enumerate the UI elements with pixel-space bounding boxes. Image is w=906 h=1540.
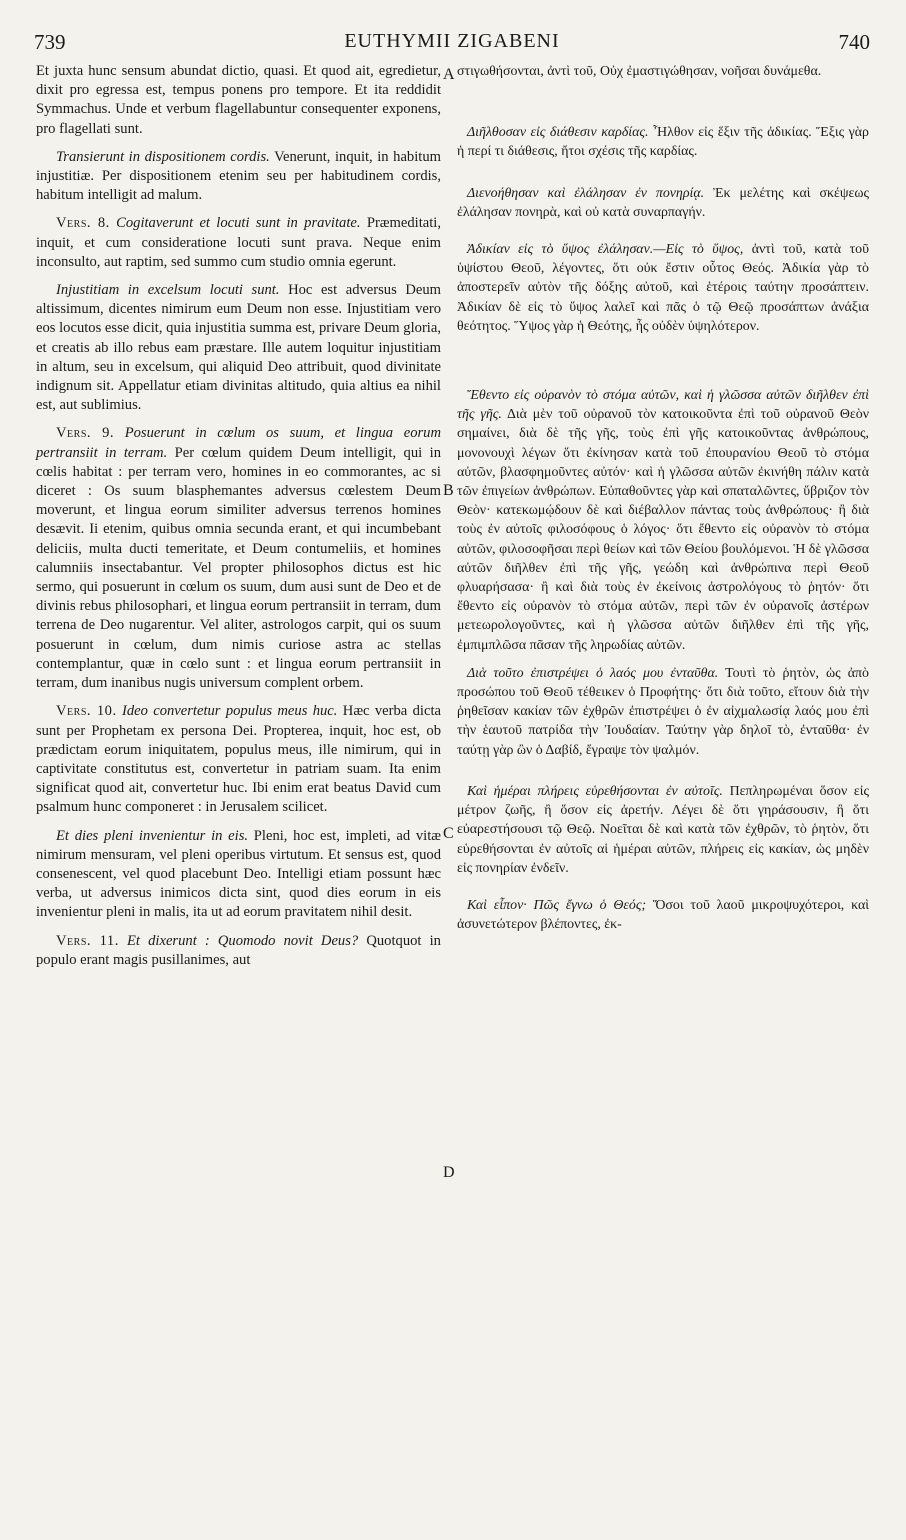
latin-paragraph: Vers. 8. Cogitaverunt et locuti sunt in pravitate. Præmeditati, inquit, et cum consideratione locuti sunt prava. Neque enim inconsulto, aut raptim, sed summo cum studio omnia egerunt. — [36, 215, 442, 270]
greek-paragraph: Διενοήθησαν καὶ ἐλάλησαν ἐν πονηρίᾳ. Ἐκ μελέτης καὶ σκέψεως ἐλάλησαν πονηρὰ, καὶ οὐ κατὰ συναρπαγήν. — [457, 185, 869, 220]
latin-paragraph: Vers. 10. Ideo convertetur populus meus huc. Hæc verba dicta sunt per Prophetam ex persona Dei. Propterea, inquit, hoc est, ob prædictam eorum iniquitatem, populus meus, ille nimirum, qui in captivitate constitutus est, convertetur in patriam suam. Ita enim significat quod ait, convertetur huc. Ibi enim erat beatus David cum psalmum hunc componeret : in Jerusalem scilicet. — [36, 703, 441, 816]
page-number-right: 740 — [838, 30, 870, 54]
greek-column — [457, 62, 869, 943]
greek-paragraph: Διὰ τοῦτο ἐπιστρέψει ὁ λαός μου ἐνταῦθα. Τουτὶ τὸ ῥητὸν, ὡς ἀπὸ προσώπου τοῦ Θεοῦ τέθεικεν ὁ Προφήτης· ὅτι διὰ τοῦτο, εἴτουν διὰ τὴν ῥηθεῖσαν κακίαν τῶν ἐχθρῶν ἐπιστρέψει ὁ ἐν αἰχμαλωσίᾳ λαός μου ἐπὶ τὴν ἑαυτοῦ πατρίδα τὴν Ἰουδαίαν. Ταύτην γὰρ δηλοῖ τὸ, ἐνταῦθα· ἐν ταύτῃ γὰρ ὢν ὁ Δαβίδ, ἔγραψε τὸν ψαλμόν. — [457, 665, 869, 758]
greek-paragraph: Καὶ ἡμέραι πλήρεις εὑρεθήσονται ἐν αὐτοῖς. Πεπληρωμέναι ὅσον εἰς μέτρον ζωῆς, ἢ ὅσον εἰς ἀρετήν. Λέγει δὲ ὅτι γηράσουσιν, ἢ ὅτι εὐαρεστήσουσι τῷ Θεῷ. Νοεῖται δὲ καὶ κατὰ τῶν ἐχθρῶν, τὸ ῥητὸν, ὅτι εὑρεθήσονται ἐν αὐτοῖς αἱ ἡμέραι αὐτῶν, πλήρεις εἰς κακίαν, ὡς μηδὲν εἰς πονηρίαν ἐνδεῖν. — [457, 783, 869, 876]
margin-marker-d: D — [443, 1164, 455, 1181]
margin-marker-b: B — [443, 482, 454, 499]
margin-marker-a: A — [443, 66, 455, 83]
latin-paragraph: Et dies pleni invenientur in eis. Pleni, hoc est, impleti, ad vitæ nimirum mensuram, vel pleni operibus virtutum. Et sensus est, quod consenescent, vel quod placebunt Deo. Intelligi etiam possunt hæc verba, ut adversus inimicos dicta sint, quod dies eorum in eis invenientur pleni in malis, ita ut ad eorum pravitatem nihil desit. — [36, 827, 441, 921]
greek-paragraph: Διῆλθοσαν εἰς διάθεσιν καρδίας. Ἦλθον εἰς ἕξιν τῆς ἀδικίας. Ἕξις γὰρ ἡ περί τι διάθεσις, ἤτοι σχέσις τῆς καρδίας. — [457, 125, 869, 160]
latin-paragraph: Transierunt in dispositionem cordis. Venerunt, inquit, in habitum injustitiæ. Per dispositionem etenim seu per habitudinem cordis, habitum intelligit ad malum. — [36, 148, 441, 204]
latin-paragraph: Et juxta hunc sensum abundat dictio, quasi. Et quod ait, egredietur, dixit pro egressa est, tempus ponens pro tempore. Et ita reddidit Symmachus. Unde et verbum flagellabuntur consequenter exponens, pro flagellati sunt. — [36, 63, 441, 137]
latin-column — [36, 62, 441, 979]
latin-paragraph: Injustitiam in excelsum locuti sunt. Hoc est adversus Deum altissimum, dicentes nimirum eum Deum non esse. Injustitiam vero eos locutos esse dicit, quia injustitia summa est, privare Deum gloria, et creatis ab illo rebus eam præstare. Ille autem loquitur injustitiam in altum, seu in excelsum, qui aliquid Deo attribuit, quod divinitate indignum sit. Appellatur etiam divinitas altitudo, quia altius ea nihil est, aut sublimius. — [36, 282, 441, 414]
latin-paragraph: Vers. 11. Et dixerunt : Quomodo novit Deus? Quotquot in populo erant magis pusillanimes, aut — [36, 932, 441, 968]
latin-paragraph: Vers. 9. Posuerunt in cœlum os suum, et lingua eorum pertransiit in terram. Per cœlum quidem Deum intelligit, qui in cœlis habitat : per terram vero, homines in eo commorantes, ac si diceret : Os suum blasphemantes adversus cœlestem Deum moverunt, et lingua eorum similiter adversus terrenos homines desævit. Ii etenim, quibus omnia secunda erant, et qui incumbebant deliciis, multa ducti temeritate, et Deum contumeliis, et homines calumniis insectabantur. Vel propter philosophos dictus est hic sermo, qui posuerunt in cœlum os suum, dum ausi sunt de Deo et de divinis rebus philosophari, et lingua eorum pertransiit in terram, dum terrena de Deo nugarentur. Vel aliter, astrologos carpit, qui os suum posuerunt in cœlum, dum nimis curiose astra ac stellas contemplantur, quæ in cœlo sunt : et lingua eorum pertransiit in terram, dum inanibus nugis universum complent orbem. — [36, 425, 442, 692]
greek-paragraph: Ἀδικίαν εἰς τὸ ὕψος ἐλάλησαν.—Εἰς τὸ ὕψος, ἀντὶ τοῦ, κατὰ τοῦ ὑψίστου Θεοῦ, λέγοντες, ὅτι οὐκ ἔστιν οὗτος Θεός. Ἀδικία γὰρ τὸ ἀποστερεῖν αὐτὸν τῆς δόξης αὐτοῦ, καὶ ἑτέροις ταύτην προσάπτειν. Ἀδικίαν δὲ εἰς τὸ ὕψος λαλεῖ καὶ πᾶς ὁ τῷ Θεῷ προσάπτων ἀνάξια θεότητος. Ὕψος γὰρ ἡ Θεότης, ἧς οὐδὲν ὑψηλότερον. — [457, 242, 869, 334]
greek-paragraph: Καὶ εἶπον· Πῶς ἔγνω ὁ Θεός; Ὅσοι τοῦ λαοῦ μικροψυχότεροι, καὶ ἀσυνετώτερον βλέποντες, ἐκ- — [457, 897, 869, 933]
page-header — [34, 30, 870, 60]
greek-paragraph: Ἔθεντο εἰς οὐρανὸν τὸ στόμα αὐτῶν, καὶ ἡ γλῶσσα αὐτῶν διῆλθεν ἐπὶ τῆς γῆς. Διὰ μὲν τοῦ οὐρανοῦ τὸν κατοικοῦντα ἐπὶ τοῦ οὐρανοῦ Θεὸν σημαίνει, διὰ δὲ τῆς γῆς, τοὺς ἐπὶ γῆς κατοικοῦντας ἀνθρώπους, μονονουχὶ λέγων ὅτι ἐκίνησαν κατὰ τοῦ ἐπουρανίου Θεοῦ τὸ στόμα αὐτῶν, βλασφημοῦντες αὐτόν· καὶ ἡ γλῶσσα αὐτῶν ἐκινήθη πάλιν κατὰ τῶν ἐπιγείων ἀνθρώπων. Εὐπαθοῦντες γὰρ καὶ σπαταλῶντες, ὕβριζον τὸν Θεὸν· κατεκωμῴδουν δὲ καὶ διέβαλλον πάντας τοὺς ἀνθρώπους· ἢ διὰ τοὺς ἐν αὐτοῖς φιλοσόφους ὁ λόγος· ὅτι ἔθεντο εἰς οὐρανὸν τὸ στόμα αὐτῶν, φιλοσοφῆσαι περὶ θείων καὶ τῶν Θείου βουλόμενοι. Ἡ δὲ γλῶσσα αὐτῶν διῆλθεν ἐπὶ τῆς γῆς, γεώδη καὶ ἀνθρώπινα περὶ Θεοῦ φλυαρήσασα· ἢ καὶ διὰ τοὺς ἐν ἐκείνοις ἀστρολόγους τὸ ῥητόν· ὅτι ἔθεντο εἰς οὐρανὸν τὸ στόμα αὐτῶν, περὶ τῶν ἐν οὐρανοῖς ἀστέρων μετεωρολογοῦντες, καὶ ἡ γλῶσσα αὐτῶν διῆλθεν ἐπὶ τῆς γῆς, ἐμπιμπλῶσα πᾶσαν τῆς ληρωδίας αὐτῶν. — [457, 388, 869, 653]
page-number-left: 739 — [34, 30, 66, 54]
greek-paragraph: στιγωθήσονται, ἀντὶ τοῦ, Οὐχ ἐμαστιγώθησαν, νοῆσαι δυνάμεθα. — [457, 64, 822, 79]
margin-marker-c: C — [443, 825, 454, 842]
running-title: EUTHYMII ZIGABENI — [344, 30, 560, 52]
